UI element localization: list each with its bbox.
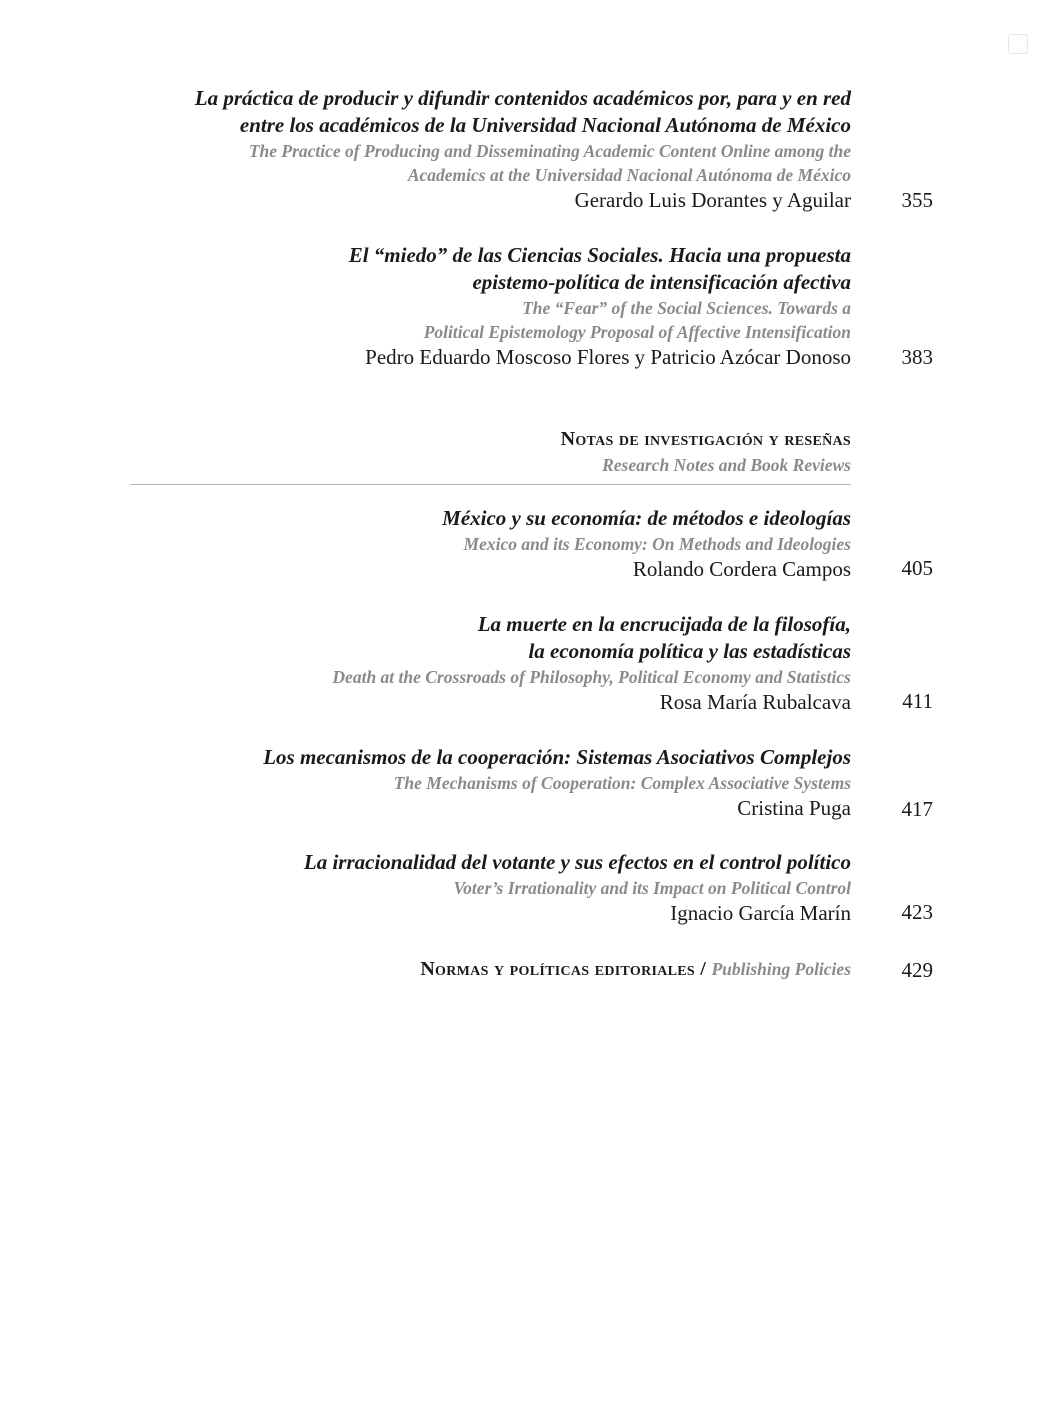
entry-title-line: México y su economía: de métodos e ideologías [442, 506, 851, 530]
entry-title-line: epistemo-política de intensificación afectiva [472, 270, 851, 294]
entry-title [130, 744, 851, 771]
entry-title [130, 849, 851, 876]
entry-subtitle-line: Political Epistemology Proposal of Affective Intensification [423, 322, 851, 342]
entry-subtitle [130, 771, 851, 795]
entry-subtitle [130, 296, 851, 344]
entry-title-line: La práctica de producir y difundir contenidos académicos por, para y en red [194, 86, 851, 110]
entry-page-number: 383 [901, 345, 933, 369]
policies-page-number: 429 [901, 958, 933, 982]
section-subtitle: Research Notes and Book Reviews [602, 455, 851, 475]
entry-title-line: entre los académicos de la Universidad Nacional Autónoma de México [239, 113, 851, 137]
entry-subtitle-line: The Practice of Producing and Disseminating Academic Content Online among the [248, 141, 851, 161]
entry-title-line: La muerte en la encrucijada de la filosofía, [477, 612, 851, 636]
entry-subtitle [130, 665, 851, 689]
entry-page-number: 405 [901, 556, 933, 580]
entry-page-number: 423 [901, 900, 933, 924]
entry-subtitle [130, 532, 851, 556]
entry-author: Rosa María Rubalcava [659, 690, 851, 714]
entry-author: Gerardo Luis Dorantes y Aguilar [574, 188, 851, 212]
policies-entry [130, 956, 851, 983]
policies-line [130, 956, 851, 983]
section-divider [130, 484, 851, 485]
toc-entry [130, 611, 851, 716]
entry-author: Ignacio García Marín [670, 901, 851, 925]
corner-marker [1008, 34, 1028, 54]
policies-subtitle: Publishing Policies [711, 959, 851, 979]
policies-separator: / [695, 958, 712, 980]
entry-subtitle-line: The “Fear” of the Social Sciences. Towards a [522, 298, 851, 318]
entry-title [130, 611, 851, 665]
entry-title-line: Los mecanismos de la cooperación: Sistemas Asociativos Complejos [263, 745, 851, 769]
toc-entry [130, 849, 851, 927]
entry-page-number: 355 [901, 188, 933, 212]
section-title: Notas de investigación y reseñas [560, 428, 851, 450]
entry-author: Pedro Eduardo Moscoso Flores y Patricio Azócar Donoso [365, 345, 851, 369]
section-header [130, 426, 851, 477]
entry-subtitle-line: Academics at the Universidad Nacional Autónoma de México [407, 165, 851, 185]
toc-entry [130, 744, 851, 822]
entry-subtitle-line: The Mechanisms of Cooperation: Complex Associative Systems [393, 773, 851, 793]
entry-subtitle-line: Mexico and its Economy: On Methods and Ideologies [463, 534, 851, 554]
entry-subtitle-line: Voter’s Irrationality and its Impact on Political Control [453, 878, 851, 898]
entry-subtitle [130, 139, 851, 187]
policies-title: Normas y políticas editoriales [420, 958, 695, 980]
entry-page-number: 417 [901, 797, 933, 821]
entry-subtitle-line: Death at the Crossroads of Philosophy, Political Economy and Statistics [332, 667, 851, 687]
entry-author: Cristina Puga [737, 796, 851, 820]
entry-title-line: El “miedo” de las Ciencias Sociales. Hacia una propuesta [348, 243, 851, 267]
toc-entry [130, 85, 851, 214]
entry-author: Rolando Cordera Campos [632, 557, 851, 581]
entry-title [130, 242, 851, 296]
entry-title [130, 505, 851, 532]
entry-title-line: la economía política y las estadísticas [528, 639, 851, 663]
entry-title [130, 85, 851, 139]
entry-subtitle [130, 876, 851, 900]
entry-page-number: 411 [902, 689, 933, 713]
toc-entry [130, 505, 851, 583]
toc-entry [130, 242, 851, 371]
entry-title-line: La irracionalidad del votante y sus efectos en el control político [303, 850, 851, 874]
